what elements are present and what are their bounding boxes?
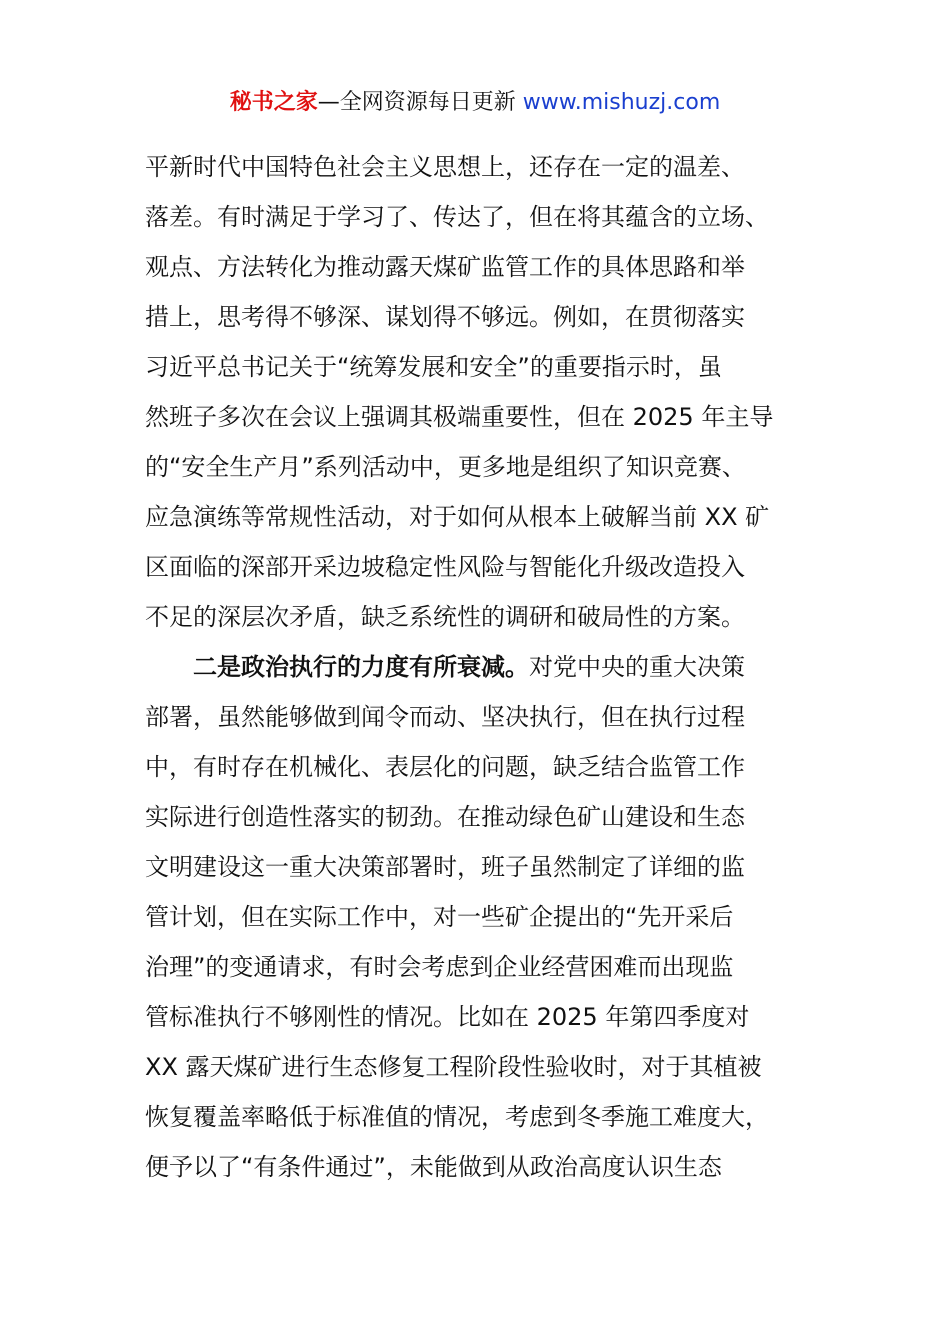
text-line: XX 露天煤矿进行生态修复工程阶段性验收时，对于其植被: [145, 1053, 762, 1081]
text-line: 然班子多次在会议上强调其极端重要性，但在 2025 年主导: [145, 403, 774, 431]
text-line: 管标准执行不够刚性的情况。比如在 2025 年第四季度对: [145, 1003, 750, 1031]
text-line: 恢复覆盖率略低于标准值的情况，考虑到冬季施工难度大，: [145, 1103, 769, 1131]
text-line: 不足的深层次矛盾，缺乏系统性的调研和破局性的方案。: [145, 603, 745, 631]
text-line: 落差。有时满足于学习了、传达了，但在将其蕴含的立场、: [145, 203, 769, 231]
text-line-rest: 对党中央的重大决策: [529, 653, 745, 681]
header-tagline: —全网资源每日更新: [317, 90, 516, 115]
text-line: 习近平总书记关于“统筹发展和安全”的重要指示时，虽: [145, 353, 722, 381]
text-line: 部署，虽然能够做到闻令而动、坚决执行，但在执行过程: [145, 703, 745, 731]
paragraph-2: [145, 647, 845, 1197]
text-line: 文明建设这一重大决策部署时，班子虽然制定了详细的监: [145, 853, 745, 881]
text-line: 观点、方法转化为推动露天煤矿监管工作的具体思路和举: [145, 253, 745, 281]
text-line: 管计划，但在实际工作中，对一些矿企提出的“先开采后: [145, 903, 734, 931]
text-line: 便予以了“有条件通过”，未能做到从政治高度认识生态: [145, 1153, 722, 1181]
paragraph-2-first-line: [145, 647, 845, 697]
text-line: 平新时代中国特色社会主义思想上，还存在一定的温差、: [145, 153, 745, 181]
document-body: [145, 147, 845, 1197]
text-line: 中，有时存在机械化、表层化的问题，缺乏结合监管工作: [145, 753, 745, 781]
text-line: 应急演练等常规性活动，对于如何从根本上破解当前 XX 矿: [145, 503, 770, 531]
text-line: 措上，思考得不够深、谋划得不够远。例如，在贯彻落实: [145, 303, 745, 331]
text-line: 实际进行创造性落实的韧劲。在推动绿色矿山建设和生态: [145, 803, 745, 831]
text-line: 区面临的深部开采边坡稳定性风险与智能化升级改造投入: [145, 553, 745, 581]
text-line: 的“安全生产月”系列活动中，更多地是组织了知识竞赛、: [145, 453, 746, 481]
paragraph-heading: 二是政治执行的力度有所衰减。: [193, 653, 529, 681]
brand-name: 秘书之家: [229, 90, 318, 115]
text-line: 治理”的变通请求，有时会考虑到企业经营困难而出现监: [145, 953, 734, 981]
paragraph-1: [145, 147, 845, 647]
site-url-link[interactable]: www.mishuzj.com: [522, 90, 721, 115]
page-header: [0, 86, 950, 120]
